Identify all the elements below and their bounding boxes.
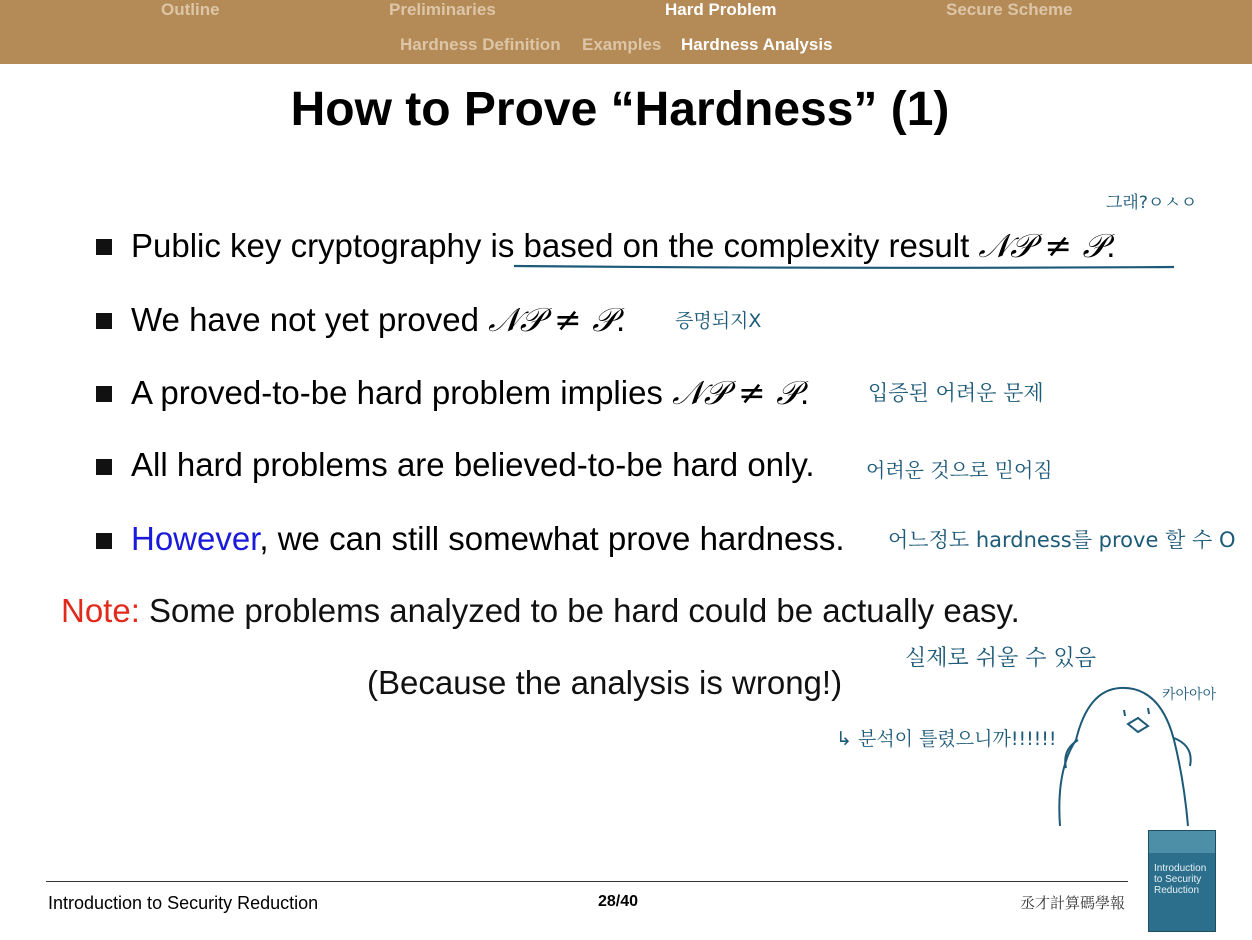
nav-sub-examples[interactable]: Examples	[582, 35, 662, 54]
note-line	[61, 592, 1020, 630]
bullet-text: We have not yet proved 𝒩𝒫 ≠ 𝒫.	[131, 300, 626, 339]
handwritten-note-bullet-3: 입증된 어려운 문제	[868, 381, 1044, 405]
handwritten-note-bullet-2: 증명되지X	[675, 310, 762, 332]
nav-section-hard-problem[interactable]: Hard Problem	[665, 0, 777, 19]
page-number: 28/40	[598, 893, 639, 910]
footer-course-title: Introduction to Security Reduction	[48, 893, 319, 913]
book-cover-thumbnail	[1148, 830, 1216, 932]
nav-sub-hardness-definition[interactable]: Hardness Definition	[400, 35, 561, 54]
bullet-text: Public key cryptography is based on the complexity result 𝒩𝒫 ≠ 𝒫.	[131, 226, 1116, 265]
footer-divider	[46, 881, 1128, 882]
handwritten-note-bullet-4: 어려운 것으로 믿어짐	[866, 458, 1053, 482]
footer-logo-text: 丞才計算碼學報	[1020, 894, 1126, 912]
navigation-header	[0, 0, 1252, 64]
bullet-square-icon	[96, 459, 112, 475]
nav-section-preliminaries[interactable]: Preliminaries	[389, 0, 496, 19]
handwritten-note-easy: 실제로 쉬울 수 있음	[905, 646, 1096, 671]
handwritten-note-ghost: 카아아아	[1162, 687, 1217, 703]
handwritten-underline	[510, 258, 1180, 274]
handwritten-note-wrong: ↳ 분석이 틀렸으니까!!!!!!	[836, 728, 1057, 750]
slide-title: How to Prove “Hardness” (1)	[290, 83, 950, 136]
bullet-square-icon	[96, 313, 112, 329]
note-text: Some problems analyzed to be hard could be actually easy.	[139, 592, 1020, 629]
bullet-square-icon	[96, 239, 112, 255]
bullet-text: However, we can still somewhat prove hardness.	[131, 520, 845, 557]
bullet-text: All hard problems are believed-to-be hard only.	[131, 446, 815, 483]
handwritten-note-top: 그래?ㅇㅅㅇ	[1106, 193, 1198, 213]
note-because: (Because the analysis is wrong!)	[367, 664, 843, 701]
nav-section-outline[interactable]: Outline	[161, 0, 220, 19]
handwritten-note-bullet-5: 어느정도 hardness를 prove 할 수 O	[888, 528, 1236, 552]
bullet-square-icon	[96, 386, 112, 402]
bullet-text: A proved-to-be hard problem implies 𝒩𝒫 ≠ 𝒫.	[131, 373, 810, 412]
book-cover-band	[1149, 831, 1215, 853]
bullet-square-icon	[96, 533, 112, 549]
nav-section-secure-scheme[interactable]: Secure Scheme	[946, 0, 1073, 19]
nav-sub-hardness-analysis[interactable]: Hardness Analysis	[681, 35, 833, 54]
book-cover-title: Introduction to Security Reduction	[1154, 863, 1207, 896]
highlight-however: However	[131, 520, 260, 557]
note-label: Note:	[61, 592, 140, 629]
